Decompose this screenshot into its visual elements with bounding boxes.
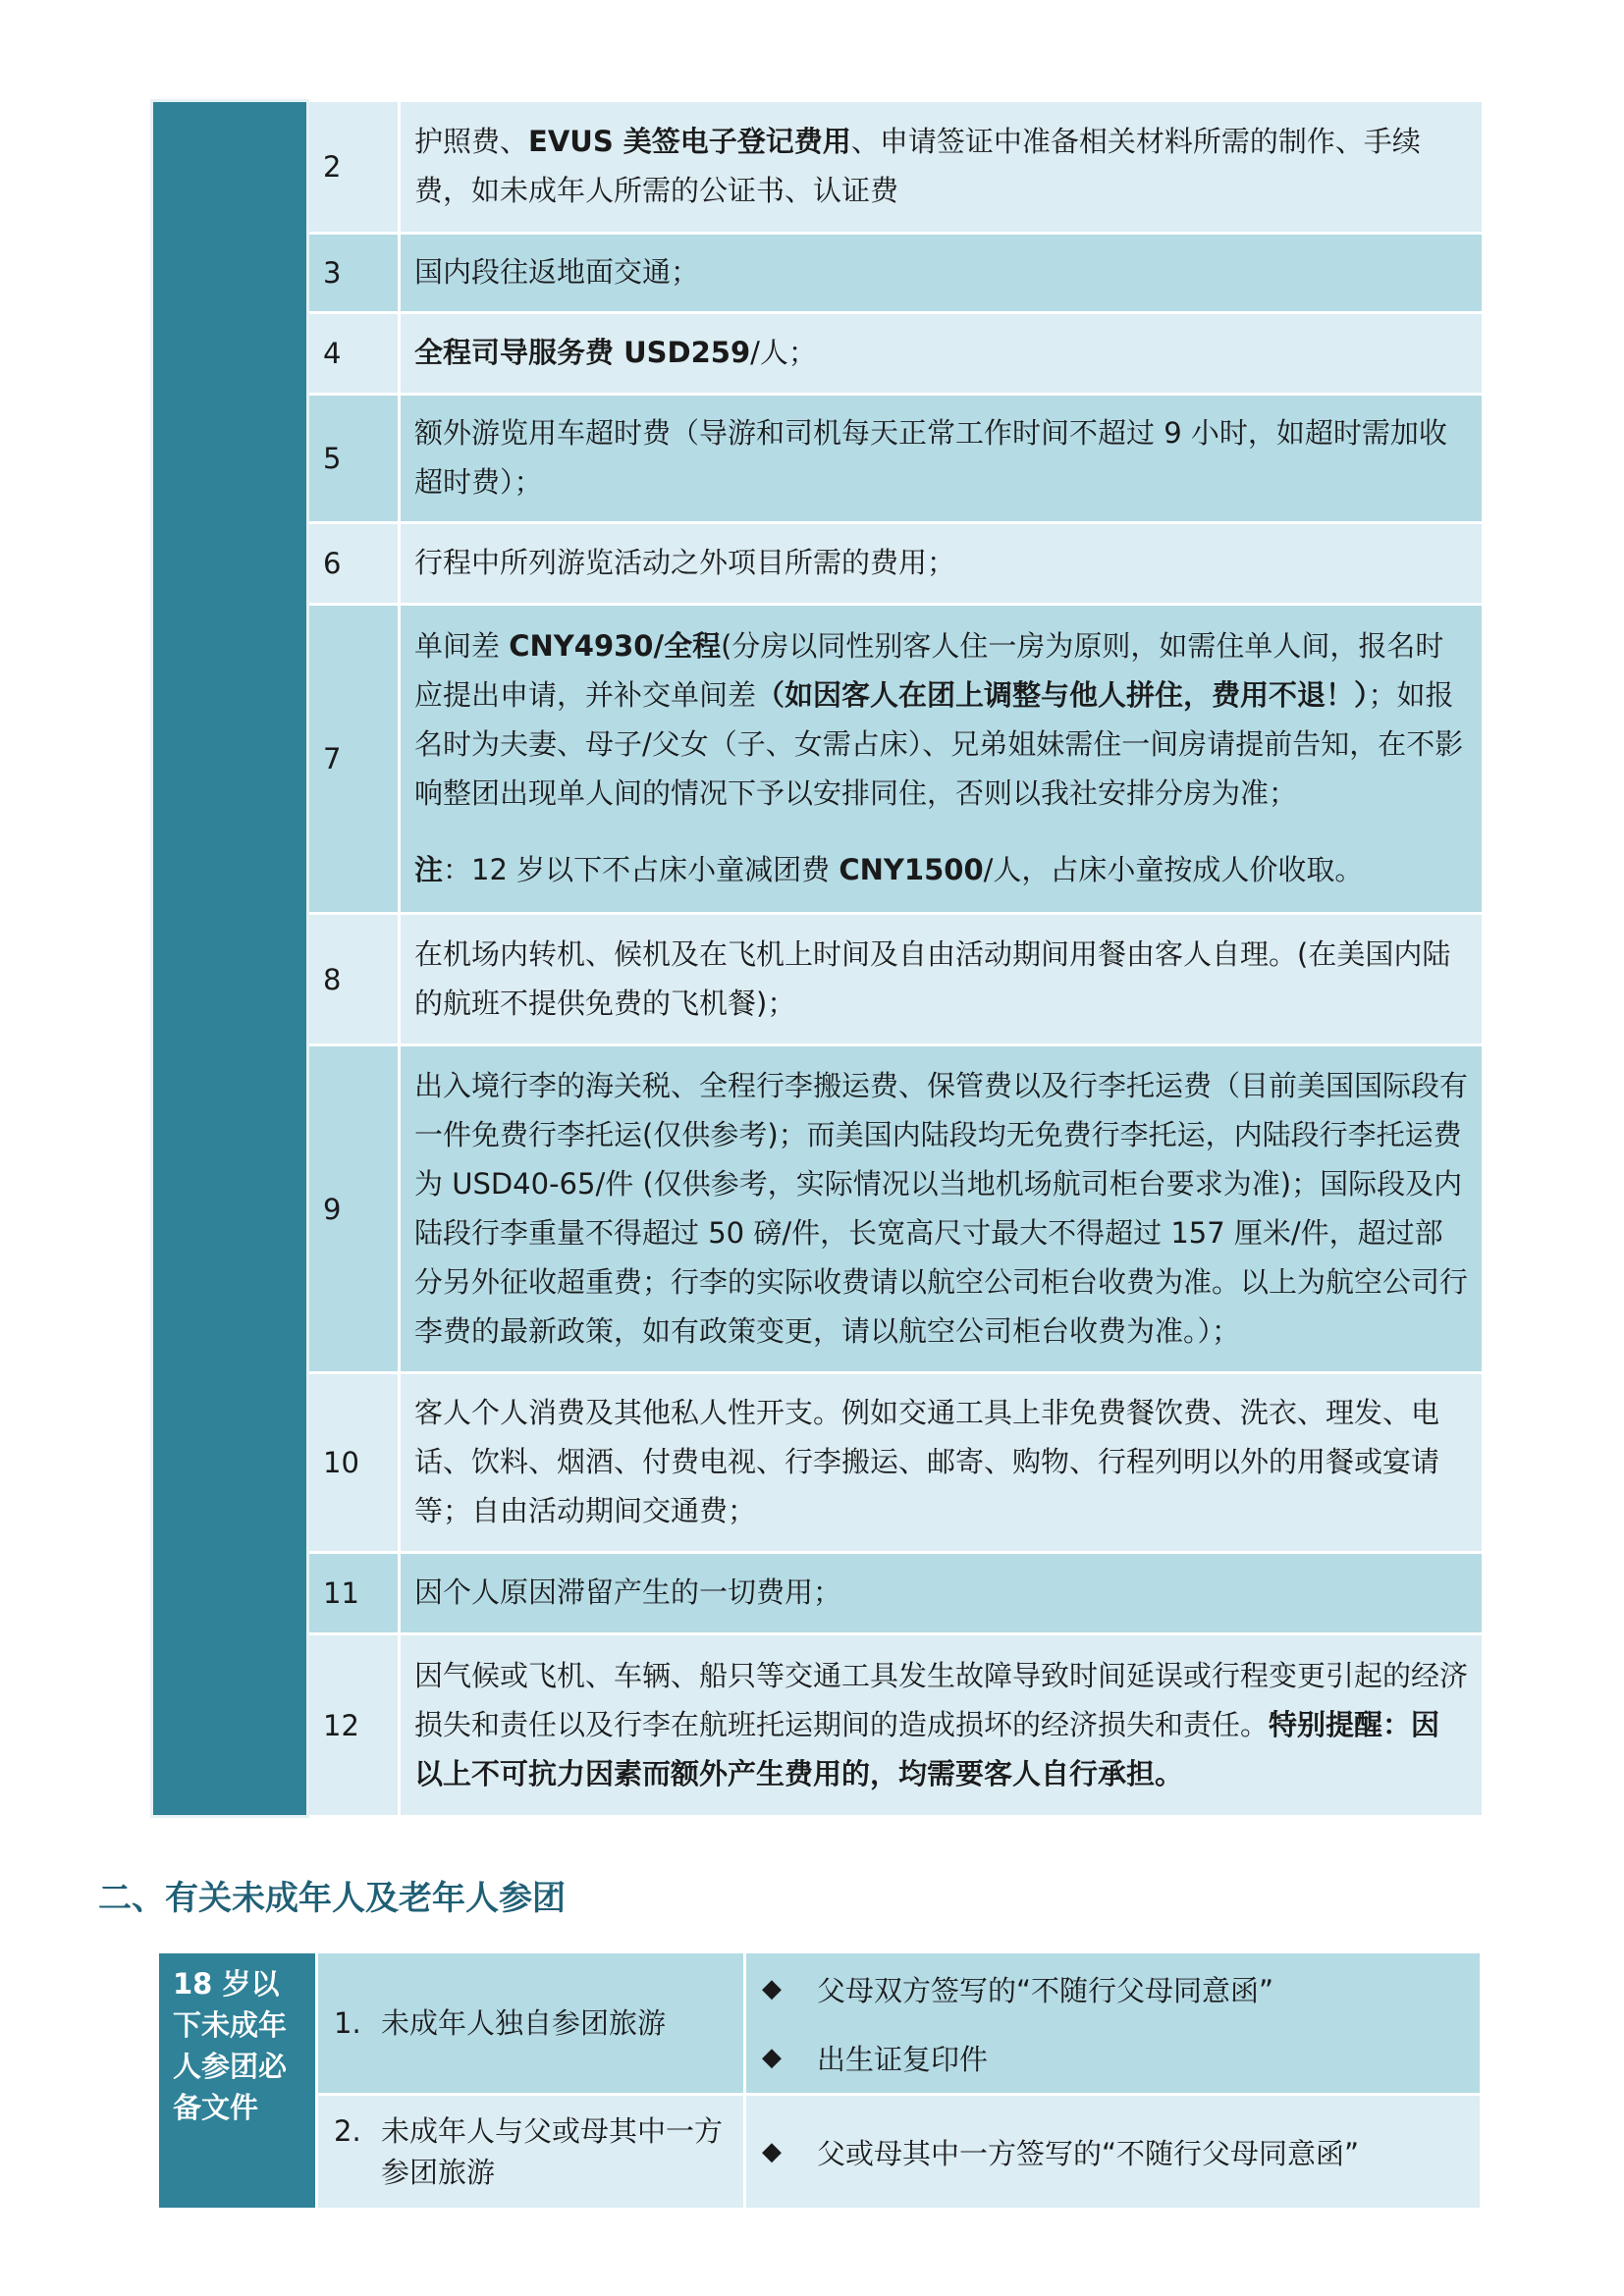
row-text: [400, 313, 1484, 395]
table-row: [152, 914, 1484, 1045]
document-text: 父或母其中一方签写的“不随行父母同意函”: [817, 2136, 1360, 2170]
row-number: 2: [308, 101, 400, 234]
table-row: [152, 101, 1484, 234]
row-text: [400, 1553, 1484, 1634]
row-number: 6: [308, 523, 400, 605]
table-row: [158, 2095, 1482, 2210]
table-row: [152, 1045, 1484, 1373]
minors-case: [317, 1952, 745, 2095]
table-row: [152, 523, 1484, 605]
case-number: 1.: [334, 2006, 361, 2040]
text-run: 在机场内转机、候机及在飞机上时间及自由活动期间用餐由客人自理。(在美国内陆的航班不提供免费的飞机餐)；: [414, 936, 1451, 1020]
section-side-band: [152, 101, 308, 1817]
table-row: [152, 313, 1484, 395]
row-text: [400, 605, 1484, 914]
table-row: [152, 1553, 1484, 1634]
bold-text: （如因客人在团上调整与他人拼住，费用不退！）: [756, 678, 1369, 712]
row-text: [400, 1045, 1484, 1373]
table-row: [152, 234, 1484, 313]
case-number: 2.: [334, 2114, 361, 2148]
bold-text: CNY1500: [839, 853, 984, 886]
text-run: 单间差: [414, 629, 510, 663]
text-run: (分房以同性别客人住一房为原则，如需住单人间，报名时应提出申请，并补交单间差: [414, 629, 1444, 712]
text-run: 客人个人消费及其他私人性开支。例如交通工具上非免费餐饮费、洗衣、理发、电话、饮料、烟酒、付费电视、行李搬运、邮寄、购物、行程列明以外的用餐或宴请等；自由活动期间交通费；: [414, 1396, 1440, 1527]
bold-text: CNY4930/全程: [509, 629, 722, 663]
row-7-main-text: [414, 621, 1468, 818]
minors-documents-table: [156, 1950, 1483, 2211]
section-heading: 二、有关未成年人及老年人参团: [98, 1879, 566, 1918]
document-text: 出生证复印件: [817, 2042, 989, 2076]
row-number: 8: [308, 914, 400, 1045]
diamond-bullet-icon: ◆: [762, 1974, 782, 2003]
text-run: 、申请签证中准备相关材料所需的制作、手续费，如未成年人所需的公证书、认证费: [414, 125, 1421, 207]
minors-case: [317, 2095, 745, 2210]
text-run: 护照费、: [414, 125, 529, 158]
row-text: [400, 101, 1484, 234]
row-text: [400, 234, 1484, 313]
table-row: [152, 395, 1484, 523]
table-row: [152, 1634, 1484, 1817]
table-row: [152, 605, 1484, 914]
text-run: 行程中所列游览活动之外项目所需的费用；: [414, 546, 956, 579]
document-item: [762, 2023, 1468, 2092]
text-run: 因气候或飞机、车辆、船只等交通工具发生故障导致时间延误或行程变更引起的经济损失和责任以及行李在航班托运期间的造成损坏的经济损失和责任。: [414, 1658, 1469, 1741]
text-run: ：12 岁以下不占床小童减团费: [443, 853, 839, 886]
row-number: 7: [308, 605, 400, 914]
row-text: [400, 1634, 1484, 1817]
text-run: /人，占床小童按成人价收取。: [983, 853, 1364, 886]
row-text: [400, 1373, 1484, 1553]
row-number: 5: [308, 395, 400, 523]
text-run: 额外游览用车超时费（导游和司机每天正常工作时间不超过 9 小时，如超时需加收超时费）；: [414, 416, 1447, 499]
row-number: 4: [308, 313, 400, 395]
minors-side-label: 18 岁以下未成年人参团必备文件: [158, 1952, 317, 2210]
row-text: [400, 395, 1484, 523]
bold-text: EVUS 美签电子登记费用: [528, 125, 851, 158]
text-run: 国内段往返地面交通；: [414, 255, 700, 289]
table-row: [152, 1373, 1484, 1553]
row-text: [400, 523, 1484, 605]
row-number: 10: [308, 1373, 400, 1553]
bold-text: 注: [414, 853, 444, 886]
document-item: [762, 2117, 1468, 2186]
case-text: 未成年人独自参团旅游: [381, 2006, 667, 2040]
fees-table: [150, 99, 1485, 1818]
document-text: 父母双方签写的“不随行父母同意函”: [817, 1973, 1274, 2007]
bold-text: 全程司导服务费 USD259: [414, 336, 751, 369]
text-run: 出入境行李的海关税、全程行李搬运费、保管费以及行李托运费（目前美国国际段有一件免费行李托运(仅供参考)；而美国内陆段均无免费行李托运，内陆段行李托运费为 USD40-65/件 (仅供参考，实际情况以当地机场航司柜台要求为准)；国际段及内陆段行李重量不得超过 50 磅/件，长宽高尺寸最大不得超过 157 厘米/件，超过部分另外征收超重费；行李的实际收费请以航空公司柜台收费为准。以上为航空公司行李费的最新政策，如有政策变更，请以航空公司柜台收费为准。）；: [414, 1068, 1469, 1348]
row-number: 9: [308, 1045, 400, 1373]
text-run: /人；: [750, 336, 817, 369]
text-run: 因个人原因滞留产生的一切费用；: [414, 1575, 842, 1609]
row-number: 12: [308, 1634, 400, 1817]
case-text: 未成年人与父或母其中一方参团旅游: [381, 2114, 724, 2189]
row-7-note: [414, 845, 1468, 894]
required-documents: [745, 2095, 1482, 2210]
required-documents: [745, 1952, 1482, 2095]
document-item: [762, 1954, 1468, 2023]
diamond-bullet-icon: ◆: [762, 2137, 782, 2166]
row-number: 3: [308, 234, 400, 313]
diamond-bullet-icon: ◆: [762, 2043, 782, 2072]
table-row: [158, 1952, 1482, 2095]
bold-text: 特别提醒：因以上不可抗力因素而额外产生费用的，均需要客人自行承担。: [414, 1707, 1440, 1790]
text-run: ；如报名时为夫妻、母子/父女（子、女需占床）、兄弟姐妹需住一间房请提前告知，在不影响整团出现单人间的情况下予以安排同住，否则以我社安排分房为准；: [414, 678, 1464, 810]
row-number: 11: [308, 1553, 400, 1634]
row-text: [400, 914, 1484, 1045]
